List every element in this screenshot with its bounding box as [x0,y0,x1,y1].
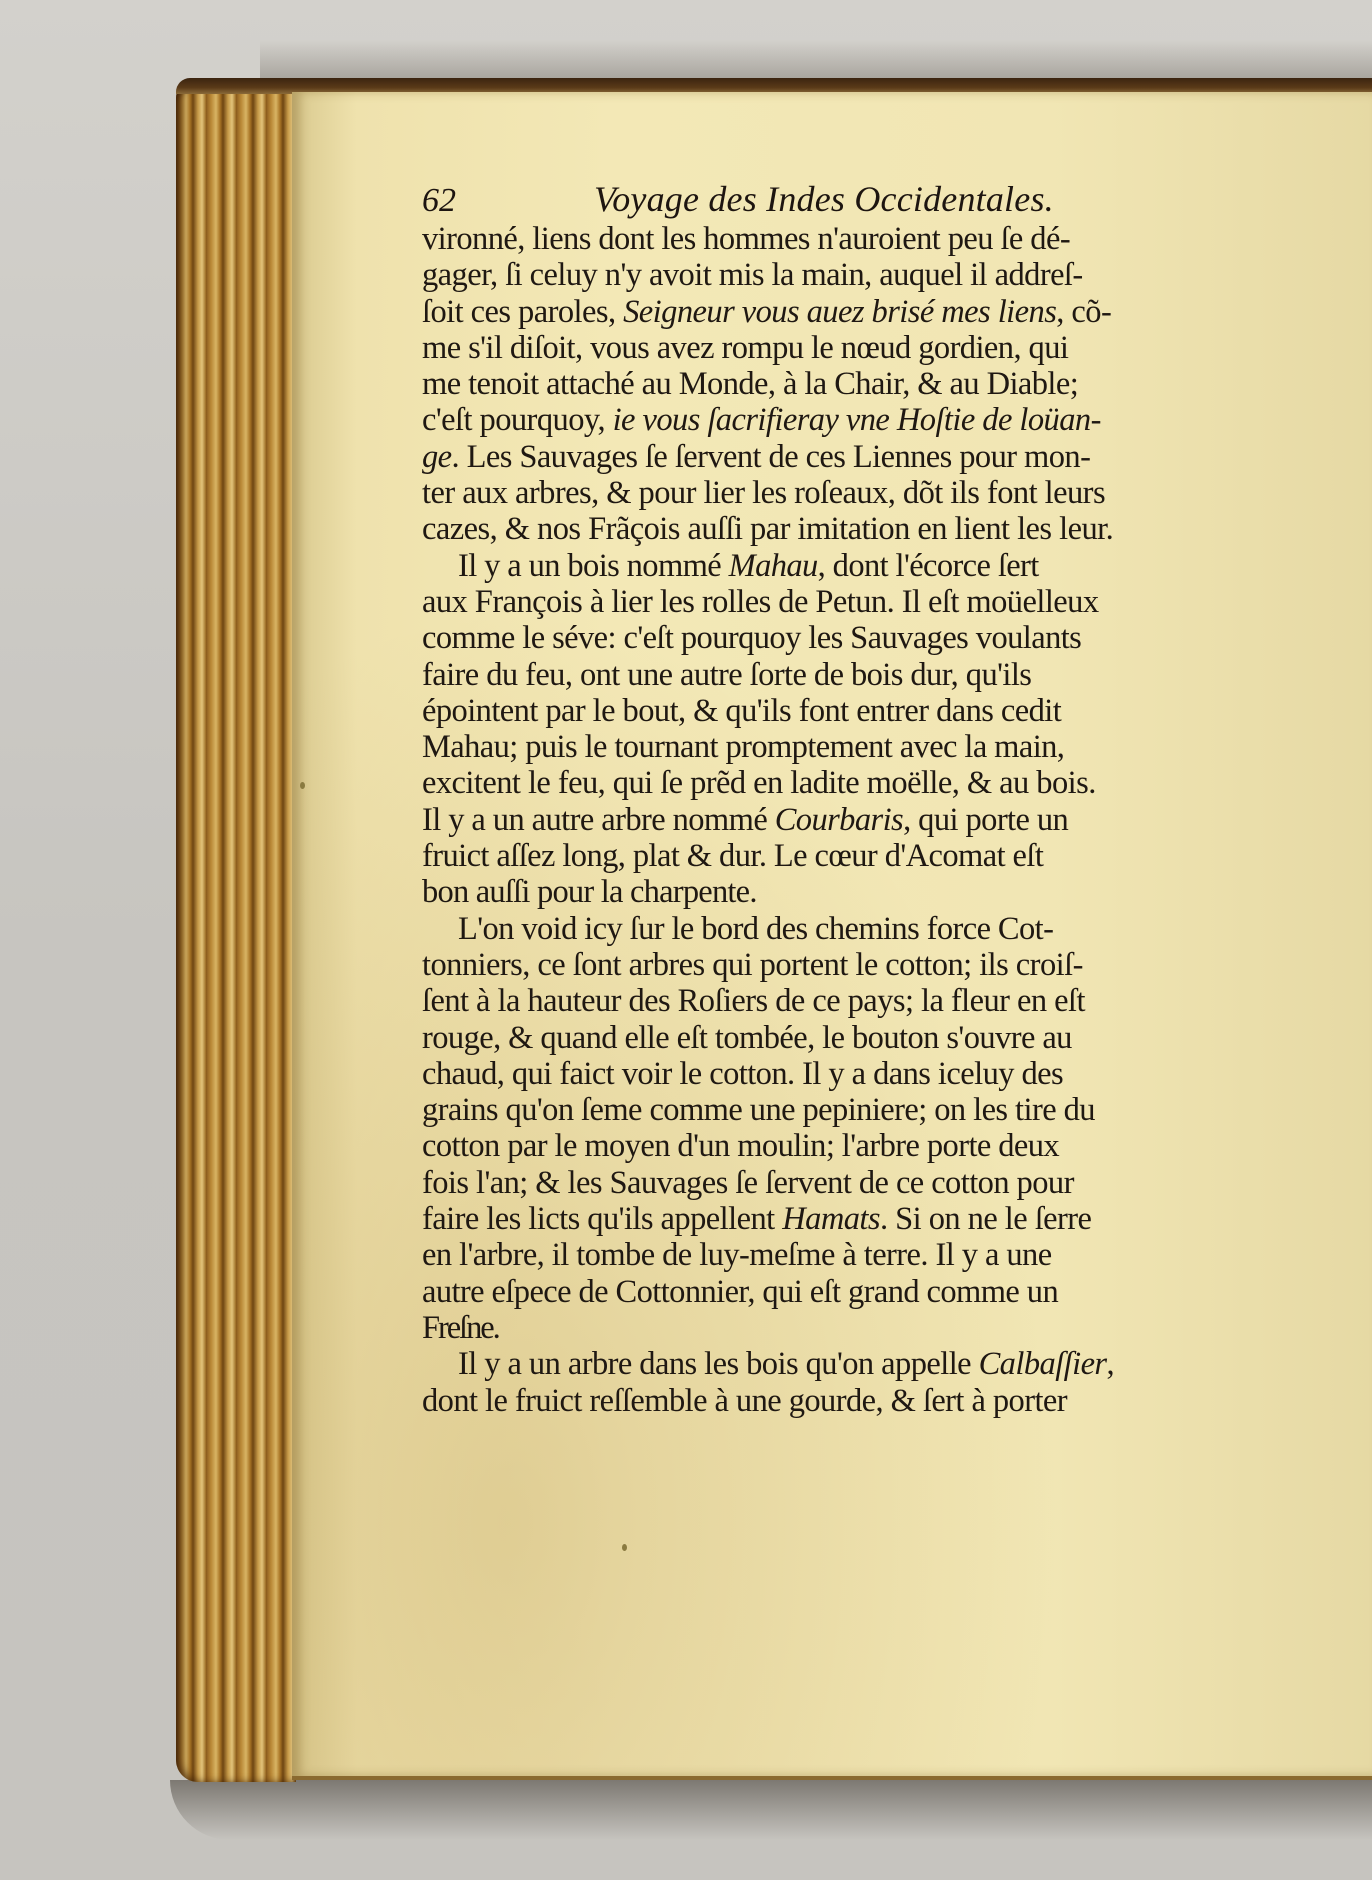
text-line [422,1092,1372,1128]
text-run: Il y a un autre arbre nommé [422,801,775,838]
text-run: faire du feu, ont une autre ſorte de bois dur, qu'ils [422,656,1032,693]
text-line [422,729,1372,765]
text-run: en l'arbre, il tombe de luy-meſme à terre. Il y a une [422,1237,1052,1274]
text-line [422,1383,1372,1419]
text-line [422,911,1372,947]
text-run: Il y a un arbre dans les bois qu'on appelle [458,1346,979,1383]
text-run: chaud, qui faict voir le cotton. Il y a dans iceluy des [422,1055,1064,1092]
italic-text: ie vous ſacrifieray vne Hoſtie de loüan- [612,402,1101,439]
text-line [422,1274,1372,1310]
text-line [422,765,1372,801]
text-line [422,1020,1372,1056]
text-line [422,693,1372,729]
italic-text: Hamats [782,1201,880,1238]
text-run: dont le fruict reſſemble à une gourde, & ſert à porter [422,1382,1068,1419]
text-line [422,838,1372,874]
italic-text: Seigneur vous auez brisé mes liens [623,293,1057,330]
bottom-shadow [170,1780,1372,1840]
text-run: ter aux arbres, & pour lier les roſeaux, dõt ils font leurs [422,475,1106,512]
text-line [422,802,1372,838]
text-line [422,402,1372,438]
text-run: autre eſpece de Cottonnier, qui eſt grand comme un [422,1273,1059,1310]
text-run: vironné, liens dont les hommes n'auroient peu ſe dé- [422,221,1071,257]
text-run: , [1106,1346,1115,1383]
text-line [422,439,1372,475]
italic-text: ge [422,438,452,475]
text-run: excitent le feu, qui ſe prẽd en ladite moëlle, & au bois. [422,765,1096,802]
text-line [422,620,1372,656]
text-line [422,257,1372,293]
text-run: c'eſt pourquoy, [422,402,613,439]
text-run: Il y a un bois nommé [458,547,729,584]
text-line [422,1310,1372,1346]
text-run: cotton par le moyen d'un moulin; l'arbre porte deux [422,1128,1060,1165]
text-run: fruict aſſez long, plat & dur. Le cœur d'Acomat eſt [422,838,1044,875]
text-line [422,874,1372,910]
text-line [422,548,1372,584]
ink-speck [622,1544,627,1551]
text-line [422,294,1372,330]
text-run: rouge, & quand elle eſt tombée, le bouton s'ouvre au [422,1019,1072,1056]
text-line [422,1165,1372,1201]
text-run: fois l'an; & les Sauvages ſe ſervent de ce cotton pour [422,1164,1074,1201]
text-run: Freſne. [422,1309,499,1346]
text-run: , qui porte un [903,801,1069,838]
text-run: L'on void icy ſur le bord des chemins force Cot- [458,910,1054,947]
text-run: épointent par le bout, & qu'ils font entrer dans cedit [422,692,1062,729]
text-run: comme le séve: c'eſt pourquoy les Sauvages voulants [422,620,1082,657]
ink-speck [300,782,305,789]
text-line [422,1201,1372,1237]
running-head-title: Voyage des Indes Occidentales. [594,179,1054,219]
text-line [422,657,1372,693]
body-text [422,221,1372,1419]
text-run: me s'il diſoit, vous avez rompu le nœud gordien, qui [422,329,1069,366]
italic-text: Mahau [728,547,818,584]
text-line [422,366,1372,402]
text-line [422,1237,1372,1273]
italic-text: Courbaris [774,801,904,838]
text-line [422,511,1372,547]
book-page [292,92,1372,1780]
text-run: , dont l'écorce ſert [817,547,1039,584]
text-run: , cõ- [1056,293,1112,330]
text-run: faire les licts qu'ils appellent [422,1201,783,1238]
text-line [422,1346,1372,1382]
text-line [422,475,1372,511]
text-run: gager, ſi celuy n'y avoit mis la main, auquel il addreſ- [422,257,1083,294]
text-run: Mahau; puis le tournant promptement avec la main, [422,729,1065,766]
book-fore-edge [176,82,296,1782]
text-run: grains qu'on ſeme comme une pepiniere; on les tire du [422,1092,1095,1129]
text-run: cazes, & nos Frãçois auſſi par imitation en lient les leur. [422,511,1114,548]
text-line [422,1128,1372,1164]
text-run: bon auſſi pour la charpente. [422,874,757,911]
text-run: ſent à la hauteur des Roſiers de ce pays; la fleur en eſt [422,983,1085,1020]
text-line [422,983,1372,1019]
text-block [422,177,1372,1419]
text-run: tonniers, ce ſont arbres qui portent le cotton; ils croiſ- [422,946,1083,983]
text-run: aux François à lier les rolles de Petun. Il eſt moüelleux [422,583,1099,620]
text-line [422,221,1372,257]
italic-text: Calbaſſier [978,1346,1107,1383]
text-run: . Si on ne le ſerre [880,1201,1092,1238]
text-line [422,584,1372,620]
text-line [422,1056,1372,1092]
running-head [422,177,1372,221]
text-line [422,947,1372,983]
text-run: me tenoit attaché au Monde, à la Chair, & au Diable; [422,366,1079,403]
text-line [422,330,1372,366]
text-run: ſoit ces paroles, [422,293,624,330]
page-number: 62 [422,182,456,219]
text-run: . Les Sauvages ſe ſervent de ces Liennes pour mon- [451,438,1091,475]
